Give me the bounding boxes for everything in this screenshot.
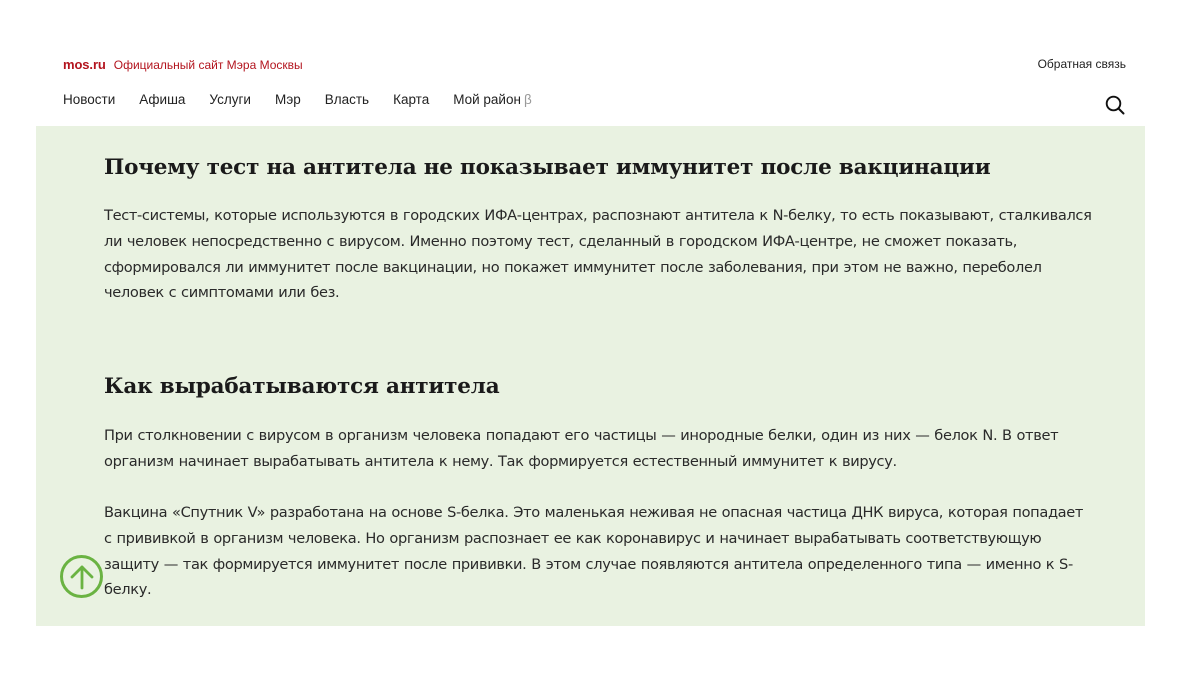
section-heading-test: Почему тест на антитела не показывает иммунитет после вакцинации xyxy=(104,155,991,180)
article-panel xyxy=(36,126,1145,626)
site-tagline[interactable]: Официальный сайт Мэра Москвы xyxy=(113,57,303,72)
top-bar xyxy=(63,55,1126,73)
nav-item-map[interactable]: Карта xyxy=(393,92,430,107)
section-paragraph: Тест-системы, которые используются в городских ИФА-центрах, распознают антитела к N-белку, то есть показывают, сталкивался ли человек непосредственно с вирусом. Именно поэтому тест, сделанный в городском ИФА-центре, не сможет показать, сформировался ли иммунитет после вакцинации, но покажет иммунитет после заболевания, при этом не важно, переболел человек с симптомами или без. xyxy=(104,207,1092,302)
section-paragraph: Вакцина «Спутник V» разработана на основе S-белка. Это маленькая неживая не опасная частица ДНК вируса, которая попадает с прививкой в организм человека. Но организм распознает ее как коронавирус и начинает вырабатывать соответствующую защиту — так формируется иммунитет после прививки. В этом случае появляются антитела определенного типа — именно к S-белку. xyxy=(104,504,1084,599)
arrow-up-icon xyxy=(69,563,95,591)
beta-badge: β xyxy=(523,92,532,107)
nav-item-my-district-label: Мой район xyxy=(453,92,521,107)
section-paragraph: При столкновении с вирусом в организм человека попадают его частицы — инородные белки, один из них — белок N. В ответ организм начинает вырабатывать антитела к нему. Так формируется естественный иммунитет к вирусу. xyxy=(104,427,1059,470)
search-button[interactable] xyxy=(1104,94,1126,116)
scroll-to-top-button[interactable] xyxy=(60,555,103,598)
feedback-link[interactable]: Обратная связь xyxy=(1037,57,1126,71)
nav-item-news[interactable]: Новости xyxy=(63,92,116,107)
search-icon xyxy=(1104,94,1126,116)
brand[interactable] xyxy=(63,57,303,72)
nav-item-my-district[interactable] xyxy=(453,92,531,107)
nav-item-government[interactable]: Власть xyxy=(324,92,370,107)
nav-item-services[interactable]: Услуги xyxy=(209,92,251,107)
site-logo[interactable]: mos.ru xyxy=(63,56,106,72)
section-heading-antibodies: Как вырабатываются антитела xyxy=(104,374,500,399)
nav-item-afisha[interactable]: Афиша xyxy=(139,92,186,107)
nav-item-mayor[interactable]: Мэр xyxy=(274,92,301,107)
main-nav xyxy=(63,92,556,107)
